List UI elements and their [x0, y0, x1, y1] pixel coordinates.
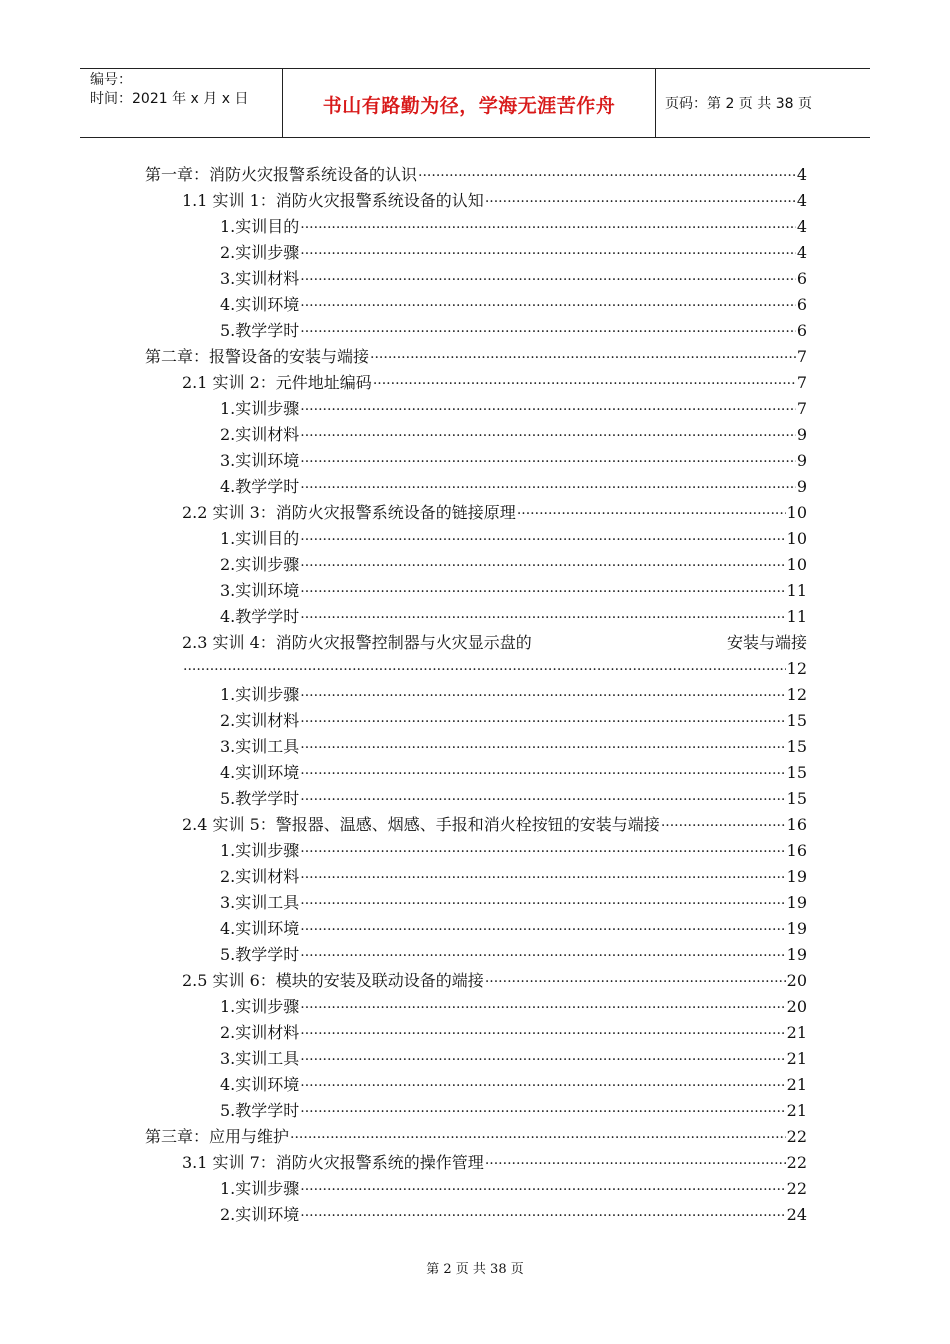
toc-subsection-entry[interactable] — [220, 914, 807, 940]
toc-dot-leader — [183, 655, 786, 677]
toc-page-number: 10 — [786, 503, 807, 522]
toc-entry-title: 5.教学学时 — [220, 321, 300, 340]
toc-page-number: 11 — [786, 581, 807, 600]
toc-page-number: 21 — [786, 1023, 807, 1042]
toc-dot-leader — [300, 603, 785, 625]
toc-subsection-entry[interactable] — [220, 316, 807, 342]
toc-chapter-entry[interactable] — [145, 1122, 807, 1148]
toc-entry-title: 1.实训目的 — [220, 529, 300, 548]
toc-subsection-entry[interactable] — [220, 758, 807, 784]
toc-page-number: 24 — [786, 1205, 807, 1224]
toc-dot-leader — [300, 707, 785, 729]
toc-subsection-entry[interactable] — [220, 238, 807, 264]
toc-dot-leader — [661, 811, 786, 833]
toc-dot-leader — [300, 1071, 785, 1093]
toc-entry-title: 2.实训材料 — [220, 711, 300, 730]
toc-page-number: 19 — [786, 893, 807, 912]
toc-dot-leader — [485, 187, 796, 209]
toc-dot-leader — [300, 915, 785, 937]
toc-dot-leader — [300, 447, 796, 469]
toc-page-number: 22 — [786, 1179, 807, 1198]
toc-dot-leader — [300, 1097, 785, 1119]
toc-dot-leader — [300, 421, 796, 443]
toc-page-number: 7 — [796, 399, 807, 418]
toc-page-number: 19 — [786, 919, 807, 938]
toc-page-number: 4 — [796, 243, 807, 262]
toc-subsection-entry[interactable] — [220, 576, 807, 602]
toc-dot-leader — [517, 499, 786, 521]
toc-page-number: 16 — [786, 841, 807, 860]
toc-entry-title: 2.5 实训 6：模块的安装及联动设备的端接 — [182, 971, 484, 990]
toc-subsection-entry[interactable] — [220, 446, 807, 472]
toc-subsection-entry[interactable] — [220, 1096, 807, 1122]
toc-subsection-entry[interactable] — [220, 862, 807, 888]
toc-page-number: 15 — [786, 763, 807, 782]
toc-entry-title: 1.1 实训 1：消防火灾报警系统设备的认知 — [182, 191, 484, 210]
toc-entry-title: 3.实训工具 — [220, 737, 300, 756]
toc-entry-title: 2.实训环境 — [220, 1205, 300, 1224]
toc-dot-leader — [300, 1175, 785, 1197]
toc-chapter-entry[interactable] — [145, 342, 807, 368]
toc-dot-leader — [300, 785, 785, 807]
toc-section-entry[interactable] — [182, 966, 807, 992]
toc-entry-title: 2.1 实训 2：元件地址编码 — [182, 373, 372, 392]
toc-dot-leader — [300, 525, 785, 547]
toc-page-number: 9 — [796, 425, 807, 444]
toc-page-number: 4 — [796, 165, 807, 184]
toc-page-number: 19 — [786, 867, 807, 886]
toc-dot-leader — [300, 291, 796, 313]
toc-dot-leader — [300, 239, 796, 261]
toc-page-number: 9 — [796, 451, 807, 470]
toc-entry-title: 4.教学学时 — [220, 607, 300, 626]
toc-dot-leader — [300, 1045, 785, 1067]
toc-subsection-entry[interactable] — [220, 784, 807, 810]
toc-entry-title: 3.1 实训 7：消防火灾报警系统的操作管理 — [182, 1153, 484, 1172]
toc-entry-title: 4.实训环境 — [220, 919, 300, 938]
toc-dot-leader — [373, 369, 796, 391]
toc-page-number: 21 — [786, 1101, 807, 1120]
toc-dot-leader — [300, 551, 785, 573]
toc-entry-title: 4.实训环境 — [220, 295, 300, 314]
toc-subsection-entry[interactable] — [220, 1018, 807, 1044]
toc-entry-title: 5.教学学时 — [220, 789, 300, 808]
toc-entry-title: 1.实训步骤 — [220, 1179, 300, 1198]
toc-dot-leader — [300, 941, 785, 963]
toc-dot-leader — [300, 395, 796, 417]
toc-section-entry[interactable] — [182, 810, 807, 836]
toc-dot-leader — [300, 863, 785, 885]
toc-dot-leader — [485, 1149, 786, 1171]
toc-entry-title: 1.实训步骤 — [220, 841, 300, 860]
toc-dot-leader — [300, 265, 796, 287]
toc-subsection-entry[interactable] — [220, 732, 807, 758]
toc-entry-title: 1.实训步骤 — [220, 685, 300, 704]
toc-page-number: 15 — [786, 711, 807, 730]
toc-entry-title: 1.实训目的 — [220, 217, 300, 236]
toc-subsection-entry[interactable] — [220, 992, 807, 1018]
toc-dot-leader — [300, 889, 785, 911]
doc-code-label: 编号： — [90, 72, 132, 88]
toc-entry-title: 1.实训步骤 — [220, 399, 300, 418]
toc-entry-title: 5.教学学时 — [220, 1101, 300, 1120]
toc-page-number: 12 — [786, 659, 807, 678]
toc-entry-title: 2.实训材料 — [220, 425, 300, 444]
toc-subsection-entry[interactable] — [220, 420, 807, 446]
toc-entry-continuation[interactable] — [182, 654, 807, 680]
toc-page-number: 15 — [786, 737, 807, 756]
toc-page-number: 7 — [796, 373, 807, 392]
toc-entry-title: 2.2 实训 3：消防火灾报警系统设备的链接原理 — [182, 503, 516, 522]
toc-entry[interactable] — [182, 628, 807, 654]
toc-page-number: 19 — [786, 945, 807, 964]
toc-entry-title: 2.实训步骤 — [220, 243, 300, 262]
header-page-info: 页码：第 2 页 共 38 页 — [665, 96, 812, 112]
toc-page-number: 10 — [786, 555, 807, 574]
toc-section-entry[interactable] — [182, 1148, 807, 1174]
toc-dot-leader — [300, 473, 796, 495]
toc-dot-leader — [485, 967, 786, 989]
toc-entry-title: 2.实训材料 — [220, 1023, 300, 1042]
toc-page-number: 20 — [786, 971, 807, 990]
toc-entry-title: 2.实训步骤 — [220, 555, 300, 574]
toc-subsection-entry[interactable] — [220, 602, 807, 628]
toc-dot-leader — [300, 213, 796, 235]
header-motto-cell — [282, 69, 656, 137]
header-motto: 书山有路勤为径，学海无涯苦作舟 — [322, 95, 616, 117]
toc-subsection-entry[interactable] — [220, 940, 807, 966]
toc-entry-title: 2.3 实训 4：消防火灾报警控制器与火灾显示盘的 — [182, 633, 532, 652]
toc-entry-title: 3.实训环境 — [220, 451, 300, 470]
toc-dot-leader — [418, 161, 796, 183]
toc-subsection-entry[interactable] — [220, 888, 807, 914]
toc-entry-title: 4.实训环境 — [220, 1075, 300, 1094]
toc-page-number: 10 — [786, 529, 807, 548]
toc-dot-leader — [300, 993, 785, 1015]
toc-page-number: 4 — [796, 217, 807, 236]
toc-section-entry[interactable] — [182, 368, 807, 394]
toc-page-number: 12 — [786, 685, 807, 704]
toc-page-number: 9 — [796, 477, 807, 496]
toc-dot-leader — [300, 837, 785, 859]
toc-page-number: 6 — [796, 295, 807, 314]
toc-subsection-entry[interactable] — [220, 1174, 807, 1200]
toc-chapter-entry[interactable] — [145, 160, 807, 186]
toc-subsection-entry[interactable] — [220, 524, 807, 550]
toc-page-number: 15 — [786, 789, 807, 808]
toc-subsection-entry[interactable] — [220, 472, 807, 498]
toc-entry-title: 1.实训步骤 — [220, 997, 300, 1016]
toc-entry-title: 第二章：报警设备的安装与端接 — [145, 347, 370, 366]
toc-subsection-entry[interactable] — [220, 706, 807, 732]
toc-dot-leader — [300, 1201, 785, 1223]
toc-entry-title: 2.4 实训 5：警报器、温感、烟感、手报和消火栓按钮的安装与端接 — [182, 815, 660, 834]
toc-entry-title: 4.实训环境 — [220, 763, 300, 782]
toc-subsection-entry[interactable] — [220, 680, 807, 706]
toc-section-entry[interactable] — [182, 186, 807, 212]
header-page-cell — [655, 69, 870, 137]
toc-subsection-entry[interactable] — [220, 1044, 807, 1070]
toc-subsection-entry[interactable] — [220, 212, 807, 238]
toc-entry-title: 3.实训工具 — [220, 893, 300, 912]
toc-entry-title: 第三章：应用与维护 — [145, 1127, 290, 1146]
toc-dot-leader — [300, 733, 785, 755]
toc-page-number: 22 — [786, 1153, 807, 1172]
toc-subsection-entry[interactable] — [220, 394, 807, 420]
toc-subsection-entry[interactable] — [220, 550, 807, 576]
toc-subsection-entry[interactable] — [220, 1200, 807, 1226]
toc-page-number: 4 — [796, 191, 807, 210]
toc-entry-title: 3.实训材料 — [220, 269, 300, 288]
toc-dot-leader — [300, 317, 796, 339]
page-header — [80, 68, 870, 138]
toc-dot-leader — [290, 1123, 786, 1145]
toc-dot-leader — [300, 1019, 785, 1041]
toc-dot-leader — [300, 759, 785, 781]
doc-date-label: 时间：2021 年 x 月 x 日 — [90, 91, 249, 107]
toc-section-entry[interactable] — [182, 498, 807, 524]
toc-subsection-entry[interactable] — [220, 290, 807, 316]
toc-page-number: 6 — [796, 321, 807, 340]
toc-entry-title: 3.实训环境 — [220, 581, 300, 600]
toc-entry-title: 2.实训材料 — [220, 867, 300, 886]
toc-entry-title: 4.教学学时 — [220, 477, 300, 496]
toc-subsection-entry[interactable] — [220, 836, 807, 862]
toc-entry-title: 3.实训工具 — [220, 1049, 300, 1068]
toc-page-number: 20 — [786, 997, 807, 1016]
toc-page-number: 11 — [786, 607, 807, 626]
toc-page-number: 22 — [786, 1127, 807, 1146]
page-footer: 第 2 页 共 38 页 — [426, 1262, 524, 1277]
header-meta-cell — [80, 69, 282, 137]
toc-subsection-entry[interactable] — [220, 1070, 807, 1096]
toc-entry-title: 5.教学学时 — [220, 945, 300, 964]
toc-dot-leader — [300, 577, 785, 599]
toc-entry-title-tail: 安装与端接 — [726, 633, 807, 652]
toc-entry-title: 第一章：消防火灾报警系统设备的认识 — [145, 165, 418, 184]
toc-page-number: 7 — [796, 347, 807, 366]
toc-page-number: 21 — [786, 1075, 807, 1094]
toc-dot-leader — [300, 681, 785, 703]
toc-dot-leader — [370, 343, 796, 365]
toc-page-number: 21 — [786, 1049, 807, 1068]
toc-page-number: 16 — [786, 815, 807, 834]
toc-subsection-entry[interactable] — [220, 264, 807, 290]
toc-page-number: 6 — [796, 269, 807, 288]
